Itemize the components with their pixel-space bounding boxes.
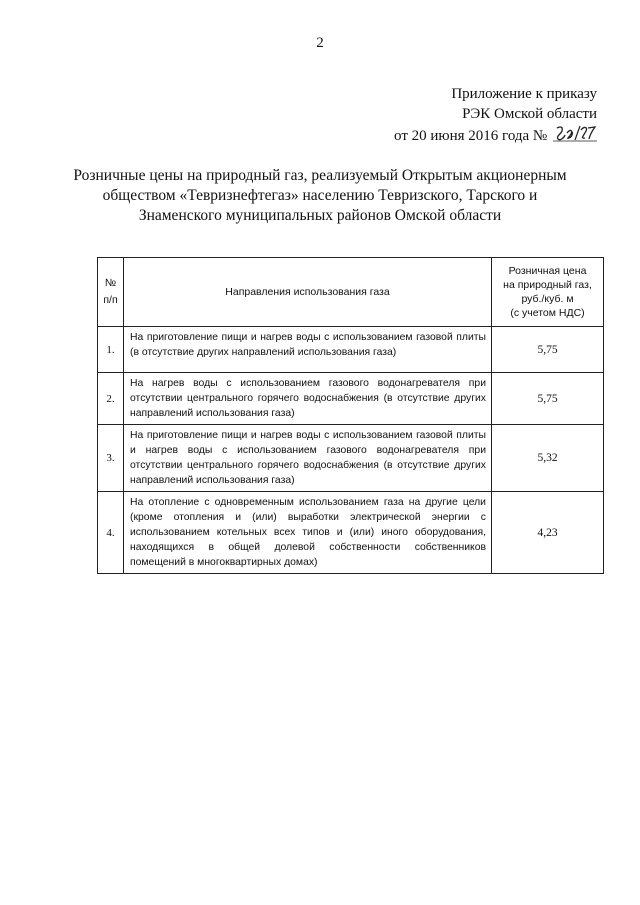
- header-number: [98, 258, 124, 327]
- page-number: 2: [316, 35, 324, 51]
- row-direction: На приготовление пищи и нагрев воды с использованием газовой плиты (в отсутствие других направлений использования газа): [124, 327, 492, 373]
- title-line-3: Знаменского муниципальных районов Омской области: [138, 207, 502, 224]
- header-price-line-1: Розничная цена: [508, 265, 587, 277]
- row-number: 4.: [98, 492, 124, 574]
- header-price-line-4: (с учетом НДС): [510, 307, 585, 319]
- title-line-1: Розничные цены на природный газ, реализуемый Открытым акционерным: [73, 167, 567, 184]
- document-title: [60, 166, 580, 226]
- appendix-date-text: от 20 июня 2016 года №: [394, 128, 548, 144]
- row-direction: На приготовление пищи и нагрев воды с использованием газовой плиты и нагрев воды с использованием газового водонагревателя при отсутствии центрального горячего водоснабжения (в отсутствие других направлений использования газа): [124, 425, 492, 492]
- table-row: [98, 425, 604, 492]
- row-direction: На отопление с одновременным использованием газа на другие цели (кроме отопления и (или) выработки электрической энергии с использованием котельных всех типов и (или) иного оборудования, находящихся в общей долевой собственности собственников помещений в многоквартирных домах): [124, 492, 492, 574]
- header-price-line-3: руб./куб. м: [521, 293, 574, 305]
- table-row: [98, 373, 604, 425]
- prices-table: [97, 257, 604, 574]
- appendix-line-2: РЭК Омской области: [462, 106, 597, 122]
- table-row: [98, 492, 604, 574]
- header-price-line-2: на природный газ,: [503, 279, 592, 291]
- appendix-line-1: Приложение к приказу: [451, 86, 597, 102]
- row-price: 5,75: [492, 373, 604, 425]
- header-direction: Направления использования газа: [124, 258, 492, 327]
- handwritten-order-number: [553, 124, 597, 144]
- appendix-header: [394, 84, 597, 146]
- row-price: 4,23: [492, 492, 604, 574]
- row-number: 2.: [98, 373, 124, 425]
- row-number: 3.: [98, 425, 124, 492]
- row-price: 5,75: [492, 327, 604, 373]
- header-price: [492, 258, 604, 327]
- row-direction: На нагрев воды с использованием газового водонагревателя при отсутствии центрального горячего водоснабжения (в отсутствие других направлений использования газа): [124, 373, 492, 425]
- table-row: [98, 327, 604, 373]
- header-number-abbr: п/п: [103, 294, 118, 306]
- header-number-symbol: №: [104, 277, 117, 289]
- appendix-line-3: [394, 124, 597, 146]
- row-number: 1.: [98, 327, 124, 373]
- title-line-2: обществом «Тевризнефтегаз» населению Тевризского, Тарского и: [102, 187, 538, 204]
- row-price: 5,32: [492, 425, 604, 492]
- table-header-row: [98, 258, 604, 327]
